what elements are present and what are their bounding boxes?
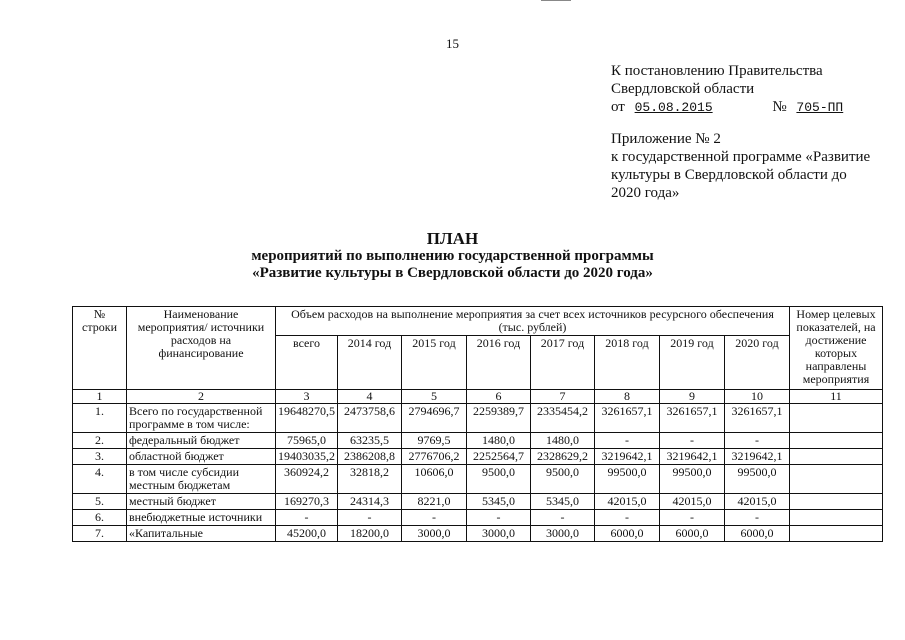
decree-line-1: К постановлению Правительства bbox=[611, 63, 823, 79]
value-cell: - bbox=[338, 510, 402, 526]
value-cell: 5345,0 bbox=[531, 494, 595, 510]
decree-number-prefix: № bbox=[772, 99, 787, 115]
plan-subtitle-line-2: «Развитие культуры в Свердловской области до 2020 года» bbox=[252, 265, 653, 281]
row-name: федеральный бюджет bbox=[127, 433, 276, 449]
decree-date-number bbox=[611, 98, 891, 117]
annex-line-3: культуры в Свердловской области до bbox=[611, 167, 847, 183]
value-cell: 63235,5 bbox=[338, 433, 402, 449]
annex-line-1: Приложение № 2 bbox=[611, 131, 721, 147]
column-index: 9 bbox=[660, 390, 725, 404]
decree-date-value: 05.08.2015 bbox=[634, 100, 713, 115]
row-name: местный бюджет bbox=[127, 494, 276, 510]
annex-line-2: к государственной программе «Развитие bbox=[611, 149, 871, 165]
table-row bbox=[73, 465, 883, 494]
column-index: 5 bbox=[402, 390, 467, 404]
value-cell: - bbox=[402, 510, 467, 526]
header-year: 2018 год bbox=[595, 336, 660, 390]
decree-date-prefix: от bbox=[611, 99, 625, 115]
value-cell: 2335454,2 bbox=[531, 404, 595, 433]
header-volume: Объем расходов на выполнение мероприятия за счет всех источников ресурсного обеспечения (тыс. рублей) bbox=[276, 307, 790, 336]
target-indicator-cell bbox=[790, 465, 883, 494]
annex-reference bbox=[611, 130, 896, 202]
header-year: 2015 год bbox=[402, 336, 467, 390]
value-cell: 2794696,7 bbox=[402, 404, 467, 433]
row-number: 6. bbox=[73, 510, 127, 526]
target-indicator-cell bbox=[790, 433, 883, 449]
value-cell: - bbox=[276, 510, 338, 526]
value-cell: 3261657,1 bbox=[595, 404, 660, 433]
value-cell: - bbox=[467, 510, 531, 526]
value-cell: 360924,2 bbox=[276, 465, 338, 494]
value-cell: 3000,0 bbox=[467, 526, 531, 542]
row-name: областной бюджет bbox=[127, 449, 276, 465]
value-cell: 99500,0 bbox=[595, 465, 660, 494]
row-number: 7. bbox=[73, 526, 127, 542]
value-cell: 2386208,8 bbox=[338, 449, 402, 465]
row-number: 5. bbox=[73, 494, 127, 510]
column-index-row bbox=[73, 390, 883, 404]
header-year: 2016 год bbox=[467, 336, 531, 390]
value-cell: - bbox=[725, 433, 790, 449]
value-cell: - bbox=[725, 510, 790, 526]
value-cell: 75965,0 bbox=[276, 433, 338, 449]
decree-reference bbox=[611, 62, 891, 117]
table-row bbox=[73, 494, 883, 510]
annex-line-4: 2020 года» bbox=[611, 185, 680, 201]
row-name: внебюджетные источники bbox=[127, 510, 276, 526]
value-cell: 42015,0 bbox=[595, 494, 660, 510]
table-row bbox=[73, 449, 883, 465]
column-index: 7 bbox=[531, 390, 595, 404]
header-year: 2017 год bbox=[531, 336, 595, 390]
value-cell: 3219642,1 bbox=[725, 449, 790, 465]
table-header-row-1 bbox=[73, 307, 883, 336]
row-number: 1. bbox=[73, 404, 127, 433]
value-cell: - bbox=[660, 433, 725, 449]
value-cell: 2252564,7 bbox=[467, 449, 531, 465]
value-cell: - bbox=[595, 433, 660, 449]
value-cell: 19648270,5 bbox=[276, 404, 338, 433]
value-cell: 19403035,2 bbox=[276, 449, 338, 465]
plan-title bbox=[0, 229, 905, 282]
header-row-number: № строки bbox=[73, 307, 127, 390]
plan-table bbox=[72, 306, 883, 542]
value-cell: 3219642,1 bbox=[660, 449, 725, 465]
target-indicator-cell bbox=[790, 494, 883, 510]
target-indicator-cell bbox=[790, 526, 883, 542]
value-cell: 18200,0 bbox=[338, 526, 402, 542]
value-cell: 2473758,6 bbox=[338, 404, 402, 433]
header-year: 2020 год bbox=[725, 336, 790, 390]
value-cell: 42015,0 bbox=[725, 494, 790, 510]
plan-heading: ПЛАН bbox=[426, 229, 479, 248]
value-cell: 10606,0 bbox=[402, 465, 467, 494]
value-cell: 3261657,1 bbox=[660, 404, 725, 433]
row-number: 4. bbox=[73, 465, 127, 494]
column-index: 1 bbox=[73, 390, 127, 404]
value-cell: - bbox=[531, 510, 595, 526]
value-cell: 5345,0 bbox=[467, 494, 531, 510]
column-index: 4 bbox=[338, 390, 402, 404]
value-cell: 6000,0 bbox=[660, 526, 725, 542]
target-indicator-cell bbox=[790, 449, 883, 465]
value-cell: 8221,0 bbox=[402, 494, 467, 510]
value-cell: 3219642,1 bbox=[595, 449, 660, 465]
column-index: 11 bbox=[790, 390, 883, 404]
decree-number-value: 705-ПП bbox=[796, 100, 844, 115]
table-row bbox=[73, 433, 883, 449]
value-cell: 3000,0 bbox=[402, 526, 467, 542]
column-index: 10 bbox=[725, 390, 790, 404]
target-indicator-cell bbox=[790, 404, 883, 433]
value-cell: 9769,5 bbox=[402, 433, 467, 449]
value-cell: 3261657,1 bbox=[725, 404, 790, 433]
value-cell: 9500,0 bbox=[531, 465, 595, 494]
plan-subtitle-line-1: мероприятий по выполнению государственной программы bbox=[251, 248, 654, 264]
value-cell: 32818,2 bbox=[338, 465, 402, 494]
column-index: 2 bbox=[127, 390, 276, 404]
table-row bbox=[73, 510, 883, 526]
value-cell: 6000,0 bbox=[595, 526, 660, 542]
value-cell: 42015,0 bbox=[660, 494, 725, 510]
value-cell: 45200,0 bbox=[276, 526, 338, 542]
table-row bbox=[73, 404, 883, 433]
value-cell: 24314,3 bbox=[338, 494, 402, 510]
row-number: 2. bbox=[73, 433, 127, 449]
row-name: «Капитальные bbox=[127, 526, 276, 542]
value-cell: - bbox=[660, 510, 725, 526]
row-name: Всего по государственной программе в том числе: bbox=[127, 404, 276, 433]
table-row bbox=[73, 526, 883, 542]
row-name: в том числе субсидии местным бюджетам bbox=[127, 465, 276, 494]
value-cell: 6000,0 bbox=[725, 526, 790, 542]
target-indicator-cell bbox=[790, 510, 883, 526]
value-cell: 2259389,7 bbox=[467, 404, 531, 433]
value-cell: 3000,0 bbox=[531, 526, 595, 542]
row-number: 3. bbox=[73, 449, 127, 465]
column-index: 8 bbox=[595, 390, 660, 404]
top-edge-mark bbox=[541, 0, 571, 1]
value-cell: 1480,0 bbox=[531, 433, 595, 449]
page-number: 15 bbox=[446, 36, 459, 51]
value-cell: 9500,0 bbox=[467, 465, 531, 494]
column-index: 3 bbox=[276, 390, 338, 404]
header-year: всего bbox=[276, 336, 338, 390]
value-cell: 99500,0 bbox=[725, 465, 790, 494]
header-target-indicators: Номер целевых показателей, на достижение которых направлены мероприятия bbox=[790, 307, 883, 390]
header-year: 2019 год bbox=[660, 336, 725, 390]
value-cell: 169270,3 bbox=[276, 494, 338, 510]
column-index: 6 bbox=[467, 390, 531, 404]
value-cell: 99500,0 bbox=[660, 465, 725, 494]
header-year: 2014 год bbox=[338, 336, 402, 390]
value-cell: 2328629,2 bbox=[531, 449, 595, 465]
value-cell: 2776706,2 bbox=[402, 449, 467, 465]
value-cell: 1480,0 bbox=[467, 433, 531, 449]
decree-line-2: Свердловской области bbox=[611, 81, 755, 97]
header-name: Наименование мероприятия/ источники расходов на финансирование bbox=[127, 307, 276, 390]
value-cell: - bbox=[595, 510, 660, 526]
